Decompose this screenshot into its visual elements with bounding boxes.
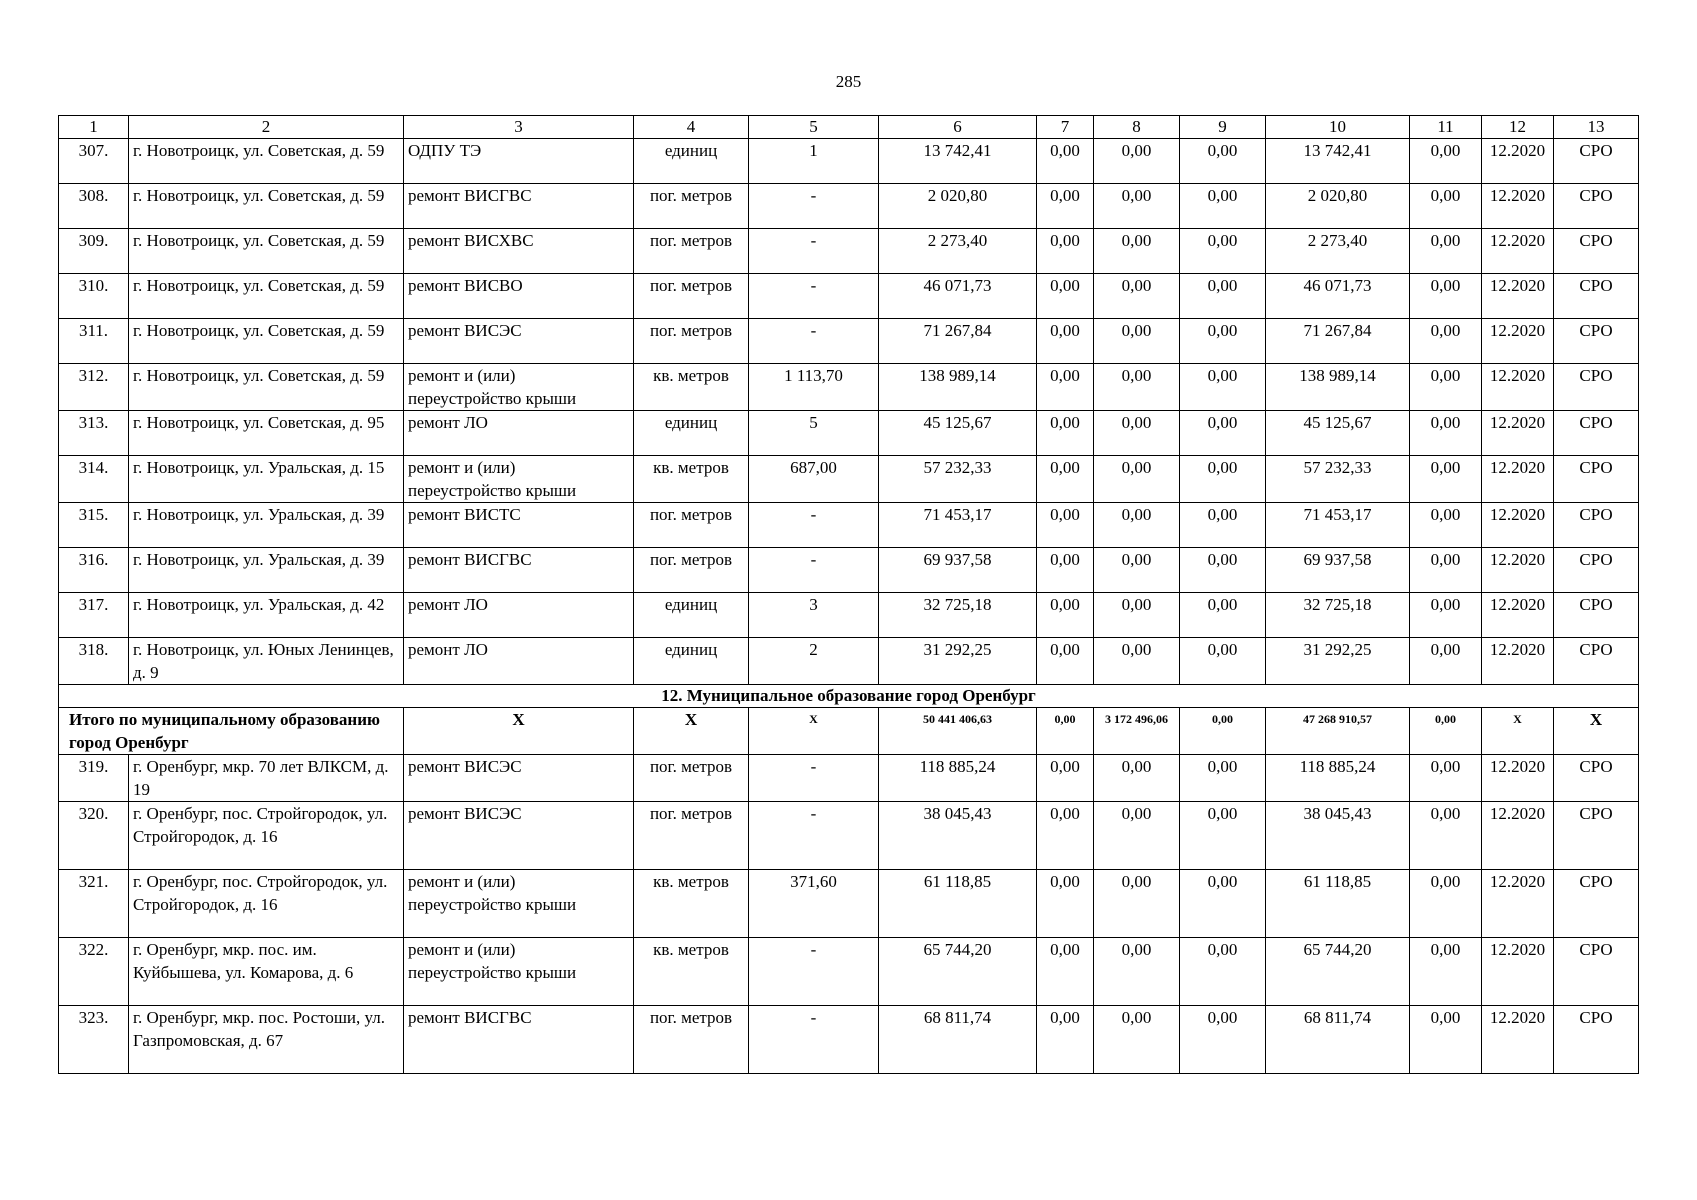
column-number: 3: [404, 116, 634, 139]
method-cell: СРО: [1554, 548, 1639, 593]
column-number: 7: [1037, 116, 1094, 139]
column-9-cell: 0,00: [1180, 364, 1266, 411]
address-cell: г. Оренбург, мкр. 70 лет ВЛКСМ, д. 19: [129, 755, 404, 802]
repair-program-table: [58, 115, 1639, 1074]
address-cell: г. Новотроицк, ул. Советская, д. 95: [129, 411, 404, 456]
total-cost-cell: 31 292,25: [879, 638, 1037, 685]
table-row: [59, 139, 1639, 184]
quantity-cell: 1: [749, 139, 879, 184]
row-number: 320.: [59, 802, 129, 870]
work-type-cell: ремонт ВИСГВС: [404, 184, 634, 229]
total-cost-cell: 57 232,33: [879, 456, 1037, 503]
unit-cell: пог. метров: [634, 319, 749, 364]
method-cell: СРО: [1554, 593, 1639, 638]
quantity-cell: -: [749, 1006, 879, 1074]
address-cell: г. Новотроицк, ул. Юных Ленинцев, д. 9: [129, 638, 404, 685]
column-11-cell: 0,00: [1410, 755, 1482, 802]
method-cell: СРО: [1554, 638, 1639, 685]
column-9-cell: 0,00: [1180, 1006, 1266, 1074]
column-7-cell: 0,00: [1037, 319, 1094, 364]
completion-date-cell: 12.2020: [1482, 184, 1554, 229]
quantity-cell: -: [749, 229, 879, 274]
column-number: 2: [129, 116, 404, 139]
column-8-cell: 0,00: [1094, 638, 1180, 685]
completion-date-cell: 12.2020: [1482, 319, 1554, 364]
column-11-cell: 0,00: [1410, 503, 1482, 548]
work-type-cell: ремонт ЛО: [404, 411, 634, 456]
table-row: [59, 938, 1639, 1006]
column-11-cell: 0,00: [1410, 1006, 1482, 1074]
quantity-cell: -: [749, 548, 879, 593]
work-type-cell: ремонт и (или) переустройство крыши: [404, 456, 634, 503]
column-10-cell: 71 453,17: [1266, 503, 1410, 548]
work-type-cell: ремонт и (или) переустройство крыши: [404, 364, 634, 411]
work-type-cell: ремонт ВИСЭС: [404, 319, 634, 364]
column-number: 1: [59, 116, 129, 139]
row-number: 317.: [59, 593, 129, 638]
column-7-cell: 0,00: [1037, 229, 1094, 274]
quantity-cell: -: [749, 274, 879, 319]
row-number: 308.: [59, 184, 129, 229]
completion-date-cell: 12.2020: [1482, 802, 1554, 870]
table-row: [59, 870, 1639, 938]
column-7-cell: 0,00: [1037, 755, 1094, 802]
column-11-cell: 0,00: [1410, 319, 1482, 364]
completion-date-cell: 12.2020: [1482, 274, 1554, 319]
quantity-cell: 371,60: [749, 870, 879, 938]
column-9-cell: 0,00: [1180, 593, 1266, 638]
total-cost-cell: 118 885,24: [879, 755, 1037, 802]
column-7-cell: 0,00: [1037, 1006, 1094, 1074]
municipality-total-row: [59, 708, 1639, 755]
column-10-cell: 47 268 910,57: [1266, 708, 1410, 755]
method-cell: СРО: [1554, 938, 1639, 1006]
column-10-cell: 13 742,41: [1266, 139, 1410, 184]
total-cost-cell: 46 071,73: [879, 274, 1037, 319]
method-cell: СРО: [1554, 411, 1639, 456]
column-9-cell: 0,00: [1180, 708, 1266, 755]
address-cell: г. Новотроицк, ул. Советская, д. 59: [129, 274, 404, 319]
completion-date-cell: Х: [1482, 708, 1554, 755]
column-8-cell: 0,00: [1094, 319, 1180, 364]
column-8-cell: 0,00: [1094, 870, 1180, 938]
completion-date-cell: 12.2020: [1482, 456, 1554, 503]
unit-cell: единиц: [634, 139, 749, 184]
column-8-cell: 0,00: [1094, 1006, 1180, 1074]
quantity-cell: 2: [749, 638, 879, 685]
column-9-cell: 0,00: [1180, 503, 1266, 548]
column-number: 12: [1482, 116, 1554, 139]
column-8-cell: 3 172 496,06: [1094, 708, 1180, 755]
column-10-cell: 71 267,84: [1266, 319, 1410, 364]
quantity-cell: Х: [749, 708, 879, 755]
completion-date-cell: 12.2020: [1482, 139, 1554, 184]
row-number: 318.: [59, 638, 129, 685]
row-number: 307.: [59, 139, 129, 184]
table-row: [59, 456, 1639, 503]
total-cost-cell: 138 989,14: [879, 364, 1037, 411]
total-cost-cell: 65 744,20: [879, 938, 1037, 1006]
column-10-cell: 2 020,80: [1266, 184, 1410, 229]
column-10-cell: 118 885,24: [1266, 755, 1410, 802]
unit-cell: кв. метров: [634, 364, 749, 411]
column-9-cell: 0,00: [1180, 548, 1266, 593]
column-9-cell: 0,00: [1180, 411, 1266, 456]
column-10-cell: 68 811,74: [1266, 1006, 1410, 1074]
unit-cell: единиц: [634, 411, 749, 456]
column-7-cell: 0,00: [1037, 870, 1094, 938]
column-11-cell: 0,00: [1410, 548, 1482, 593]
column-number-row: [59, 116, 1639, 139]
column-9-cell: 0,00: [1180, 319, 1266, 364]
method-cell: СРО: [1554, 364, 1639, 411]
column-8-cell: 0,00: [1094, 802, 1180, 870]
row-number: 313.: [59, 411, 129, 456]
work-type-cell: Х: [404, 708, 634, 755]
column-10-cell: 31 292,25: [1266, 638, 1410, 685]
quantity-cell: -: [749, 184, 879, 229]
work-type-cell: ремонт ВИСЭС: [404, 755, 634, 802]
column-11-cell: 0,00: [1410, 938, 1482, 1006]
column-8-cell: 0,00: [1094, 938, 1180, 1006]
address-cell: г. Оренбург, пос. Стройгородок, ул. Стройгородок, д. 16: [129, 870, 404, 938]
completion-date-cell: 12.2020: [1482, 364, 1554, 411]
work-type-cell: ремонт ВИСВО: [404, 274, 634, 319]
column-7-cell: 0,00: [1037, 593, 1094, 638]
row-number: 321.: [59, 870, 129, 938]
column-7-cell: 0,00: [1037, 503, 1094, 548]
row-number: 312.: [59, 364, 129, 411]
table-row: [59, 548, 1639, 593]
method-cell: СРО: [1554, 229, 1639, 274]
unit-cell: кв. метров: [634, 938, 749, 1006]
column-number: 5: [749, 116, 879, 139]
column-9-cell: 0,00: [1180, 938, 1266, 1006]
column-9-cell: 0,00: [1180, 802, 1266, 870]
total-cost-cell: 38 045,43: [879, 802, 1037, 870]
column-8-cell: 0,00: [1094, 593, 1180, 638]
completion-date-cell: 12.2020: [1482, 870, 1554, 938]
total-cost-cell: 13 742,41: [879, 139, 1037, 184]
method-cell: СРО: [1554, 184, 1639, 229]
table-row: [59, 593, 1639, 638]
address-cell: г. Оренбург, мкр. пос. им. Куйбышева, ул. Комарова, д. 6: [129, 938, 404, 1006]
total-label: Итого по муниципальному образованию город Оренбург: [59, 708, 404, 755]
column-number: 10: [1266, 116, 1410, 139]
column-11-cell: 0,00: [1410, 274, 1482, 319]
table-row: [59, 503, 1639, 548]
column-11-cell: 0,00: [1410, 229, 1482, 274]
row-number: 311.: [59, 319, 129, 364]
quantity-cell: -: [749, 938, 879, 1006]
unit-cell: кв. метров: [634, 456, 749, 503]
address-cell: г. Новотроицк, ул. Уральская, д. 39: [129, 548, 404, 593]
address-cell: г. Новотроицк, ул. Советская, д. 59: [129, 229, 404, 274]
column-8-cell: 0,00: [1094, 229, 1180, 274]
quantity-cell: -: [749, 503, 879, 548]
total-cost-cell: 2 020,80: [879, 184, 1037, 229]
column-11-cell: 0,00: [1410, 593, 1482, 638]
column-8-cell: 0,00: [1094, 274, 1180, 319]
row-number: 319.: [59, 755, 129, 802]
column-number: 9: [1180, 116, 1266, 139]
unit-cell: пог. метров: [634, 274, 749, 319]
column-7-cell: 0,00: [1037, 938, 1094, 1006]
work-type-cell: ремонт ЛО: [404, 593, 634, 638]
work-type-cell: ремонт ЛО: [404, 638, 634, 685]
column-9-cell: 0,00: [1180, 755, 1266, 802]
column-11-cell: 0,00: [1410, 802, 1482, 870]
row-number: 314.: [59, 456, 129, 503]
address-cell: г. Новотроицк, ул. Советская, д. 59: [129, 319, 404, 364]
work-type-cell: ремонт ВИСГВС: [404, 1006, 634, 1074]
table-row: [59, 802, 1639, 870]
completion-date-cell: 12.2020: [1482, 548, 1554, 593]
table-row: [59, 229, 1639, 274]
column-8-cell: 0,00: [1094, 456, 1180, 503]
completion-date-cell: 12.2020: [1482, 938, 1554, 1006]
unit-cell: пог. метров: [634, 184, 749, 229]
completion-date-cell: 12.2020: [1482, 503, 1554, 548]
column-11-cell: 0,00: [1410, 139, 1482, 184]
column-9-cell: 0,00: [1180, 638, 1266, 685]
column-10-cell: 38 045,43: [1266, 802, 1410, 870]
quantity-cell: -: [749, 802, 879, 870]
column-11-cell: 0,00: [1410, 456, 1482, 503]
column-11-cell: 0,00: [1410, 708, 1482, 755]
column-8-cell: 0,00: [1094, 503, 1180, 548]
method-cell: СРО: [1554, 456, 1639, 503]
column-10-cell: 61 118,85: [1266, 870, 1410, 938]
unit-cell: единиц: [634, 638, 749, 685]
quantity-cell: 3: [749, 593, 879, 638]
work-type-cell: ремонт ВИСГВС: [404, 548, 634, 593]
work-type-cell: ремонт ВИСЭС: [404, 802, 634, 870]
unit-cell: пог. метров: [634, 229, 749, 274]
table-row: [59, 638, 1639, 685]
quantity-cell: 1 113,70: [749, 364, 879, 411]
method-cell: СРО: [1554, 755, 1639, 802]
table-row: [59, 411, 1639, 456]
work-type-cell: ремонт и (или) переустройство крыши: [404, 870, 634, 938]
section-header-row: [59, 685, 1639, 708]
column-11-cell: 0,00: [1410, 364, 1482, 411]
completion-date-cell: 12.2020: [1482, 411, 1554, 456]
column-number: 13: [1554, 116, 1639, 139]
total-cost-cell: 45 125,67: [879, 411, 1037, 456]
unit-cell: пог. метров: [634, 503, 749, 548]
row-number: 309.: [59, 229, 129, 274]
quantity-cell: 687,00: [749, 456, 879, 503]
column-9-cell: 0,00: [1180, 229, 1266, 274]
completion-date-cell: 12.2020: [1482, 1006, 1554, 1074]
completion-date-cell: 12.2020: [1482, 593, 1554, 638]
column-11-cell: 0,00: [1410, 184, 1482, 229]
total-cost-cell: 2 273,40: [879, 229, 1037, 274]
total-cost-cell: 71 267,84: [879, 319, 1037, 364]
total-cost-cell: 69 937,58: [879, 548, 1037, 593]
unit-cell: пог. метров: [634, 1006, 749, 1074]
column-10-cell: 69 937,58: [1266, 548, 1410, 593]
work-type-cell: ОДПУ ТЭ: [404, 139, 634, 184]
row-number: 323.: [59, 1006, 129, 1074]
completion-date-cell: 12.2020: [1482, 755, 1554, 802]
column-number: 6: [879, 116, 1037, 139]
column-9-cell: 0,00: [1180, 139, 1266, 184]
column-10-cell: 32 725,18: [1266, 593, 1410, 638]
unit-cell: единиц: [634, 593, 749, 638]
row-number: 310.: [59, 274, 129, 319]
column-11-cell: 0,00: [1410, 411, 1482, 456]
column-7-cell: 0,00: [1037, 411, 1094, 456]
address-cell: г. Оренбург, мкр. пос. Ростоши, ул. Газпромовская, д. 67: [129, 1006, 404, 1074]
method-cell: СРО: [1554, 870, 1639, 938]
method-cell: СРО: [1554, 319, 1639, 364]
unit-cell: пог. метров: [634, 755, 749, 802]
column-number: 11: [1410, 116, 1482, 139]
row-number: 316.: [59, 548, 129, 593]
column-7-cell: 0,00: [1037, 456, 1094, 503]
address-cell: г. Новотроицк, ул. Советская, д. 59: [129, 364, 404, 411]
column-10-cell: 57 232,33: [1266, 456, 1410, 503]
table-row: [59, 1006, 1639, 1074]
table-row: [59, 274, 1639, 319]
column-7-cell: 0,00: [1037, 364, 1094, 411]
row-number: 315.: [59, 503, 129, 548]
address-cell: г. Новотроицк, ул. Советская, д. 59: [129, 184, 404, 229]
total-cost-cell: 71 453,17: [879, 503, 1037, 548]
column-9-cell: 0,00: [1180, 274, 1266, 319]
method-cell: СРО: [1554, 503, 1639, 548]
table-row: [59, 364, 1639, 411]
column-7-cell: 0,00: [1037, 274, 1094, 319]
unit-cell: Х: [634, 708, 749, 755]
column-9-cell: 0,00: [1180, 870, 1266, 938]
column-8-cell: 0,00: [1094, 548, 1180, 593]
column-9-cell: 0,00: [1180, 456, 1266, 503]
work-type-cell: ремонт и (или) переустройство крыши: [404, 938, 634, 1006]
work-type-cell: ремонт ВИСТС: [404, 503, 634, 548]
table-row: [59, 184, 1639, 229]
column-10-cell: 138 989,14: [1266, 364, 1410, 411]
row-number: 322.: [59, 938, 129, 1006]
column-9-cell: 0,00: [1180, 184, 1266, 229]
column-10-cell: 46 071,73: [1266, 274, 1410, 319]
column-7-cell: 0,00: [1037, 708, 1094, 755]
method-cell: СРО: [1554, 274, 1639, 319]
column-8-cell: 0,00: [1094, 139, 1180, 184]
quantity-cell: -: [749, 319, 879, 364]
address-cell: г. Новотроицк, ул. Уральская, д. 15: [129, 456, 404, 503]
method-cell: СРО: [1554, 1006, 1639, 1074]
column-8-cell: 0,00: [1094, 411, 1180, 456]
column-7-cell: 0,00: [1037, 139, 1094, 184]
unit-cell: пог. метров: [634, 548, 749, 593]
address-cell: г. Новотроицк, ул. Уральская, д. 42: [129, 593, 404, 638]
column-8-cell: 0,00: [1094, 184, 1180, 229]
column-7-cell: 0,00: [1037, 638, 1094, 685]
address-cell: г. Новотроицк, ул. Советская, д. 59: [129, 139, 404, 184]
total-cost-cell: 50 441 406,63: [879, 708, 1037, 755]
column-11-cell: 0,00: [1410, 870, 1482, 938]
completion-date-cell: 12.2020: [1482, 638, 1554, 685]
quantity-cell: -: [749, 755, 879, 802]
total-cost-cell: 32 725,18: [879, 593, 1037, 638]
page-number: 285: [835, 72, 862, 91]
total-cost-cell: 61 118,85: [879, 870, 1037, 938]
total-cost-cell: 68 811,74: [879, 1006, 1037, 1074]
section-title: 12. Муниципальное образование город Оренбург: [59, 685, 1639, 708]
column-10-cell: 45 125,67: [1266, 411, 1410, 456]
column-7-cell: 0,00: [1037, 184, 1094, 229]
column-7-cell: 0,00: [1037, 548, 1094, 593]
column-number: 4: [634, 116, 749, 139]
method-cell: СРО: [1554, 139, 1639, 184]
table-row: [59, 755, 1639, 802]
method-cell: Х: [1554, 708, 1639, 755]
column-7-cell: 0,00: [1037, 802, 1094, 870]
column-11-cell: 0,00: [1410, 638, 1482, 685]
address-cell: г. Оренбург, пос. Стройгородок, ул. Стройгородок, д. 16: [129, 802, 404, 870]
column-10-cell: 65 744,20: [1266, 938, 1410, 1006]
column-8-cell: 0,00: [1094, 755, 1180, 802]
method-cell: СРО: [1554, 802, 1639, 870]
address-cell: г. Новотроицк, ул. Уральская, д. 39: [129, 503, 404, 548]
unit-cell: пог. метров: [634, 802, 749, 870]
quantity-cell: 5: [749, 411, 879, 456]
unit-cell: кв. метров: [634, 870, 749, 938]
table-row: [59, 319, 1639, 364]
column-10-cell: 2 273,40: [1266, 229, 1410, 274]
work-type-cell: ремонт ВИСХВС: [404, 229, 634, 274]
completion-date-cell: 12.2020: [1482, 229, 1554, 274]
column-number: 8: [1094, 116, 1180, 139]
column-8-cell: 0,00: [1094, 364, 1180, 411]
